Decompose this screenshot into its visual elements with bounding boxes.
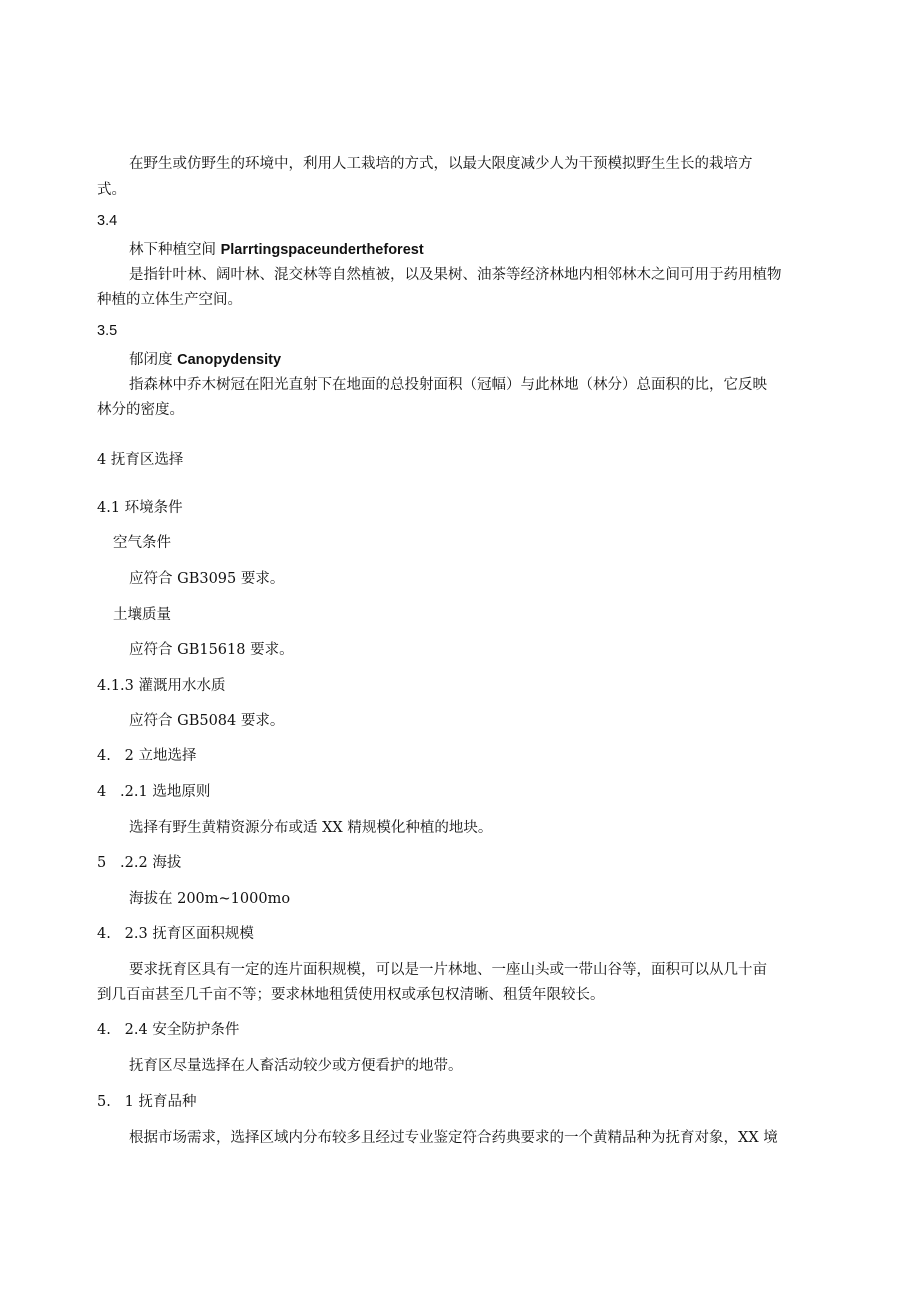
term-en: Canopydensity — [177, 352, 282, 368]
item-heading: 4 .2.1 选地原则 — [97, 784, 211, 800]
term-cn: 郁闭度 — [129, 352, 178, 368]
subsection-heading: 4. 2 立地选择 — [97, 748, 197, 764]
clause-number: 3.5 — [97, 323, 118, 339]
body-text: 应符合 GB15618 要求。 — [129, 642, 294, 658]
subsection-heading: 5. 1 抚育品种 — [97, 1094, 197, 1110]
body-text: 海拔在 200m~1000mo — [129, 891, 291, 907]
item-heading: 空气条件 — [113, 535, 171, 551]
term-cn: 林下种植空间 — [129, 242, 221, 258]
item-heading: 4. 2.4 安全防护条件 — [97, 1022, 240, 1038]
body-text: 种植的立体生产空间。 — [97, 292, 242, 308]
body-text: 指森林中乔木树冠在阳光直射下在地面的总投射面积（冠幅）与此林地（林分）总面积的比，它反映 — [129, 377, 767, 393]
body-text: 是指针叶林、阔叶林、混交林等自然植被，以及果树、油茶等经济林地内相邻林木之间可用于药用植物 — [129, 267, 782, 283]
body-text: 应符合 GB5084 要求。 — [129, 713, 285, 729]
body-text: 应符合 GB3095 要求。 — [129, 571, 285, 587]
body-text: 根据市场需求，选择区域内分布较多且经过专业鉴定符合药典要求的一个黄精品种为抚育对象，XX 境 — [129, 1130, 778, 1146]
clause-number: 3.4 — [97, 213, 118, 229]
subsection-heading: 4.1 环境条件 — [97, 500, 183, 516]
section-heading: 4 抚育区选择 — [97, 452, 184, 468]
term-en: Plarrtingspaceundertheforest — [220, 242, 424, 258]
body-text: 选择有野生黄精资源分布或适 XX 精规模化种植的地块。 — [129, 820, 493, 836]
item-heading: 4. 2.3 抚育区面积规模 — [97, 926, 254, 942]
term-heading — [129, 350, 281, 370]
body-text: 抚育区尽量选择在人畜活动较少或方便看护的地带。 — [129, 1058, 463, 1074]
body-text: 式。 — [97, 182, 126, 198]
body-text: 林分的密度。 — [97, 402, 184, 418]
item-heading: 4.1.3 灌溉用水水质 — [97, 678, 226, 694]
item-heading: 土壤质量 — [113, 607, 171, 623]
body-text: 到几百亩甚至几千亩不等；要求林地租赁使用权或承包权清晰、租赁年限较长。 — [97, 987, 605, 1003]
term-heading — [129, 240, 424, 260]
item-heading: 5 .2.2 海拔 — [97, 855, 182, 871]
body-text: 要求抚育区具有一定的连片面积规模，可以是一片林地、一座山头或一带山谷等，面积可以从几十亩 — [129, 962, 767, 978]
body-text: 在野生或仿野生的环境中，利用人工栽培的方式，以最大限度减少人为干预模拟野生生长的栽培方 — [129, 156, 753, 172]
